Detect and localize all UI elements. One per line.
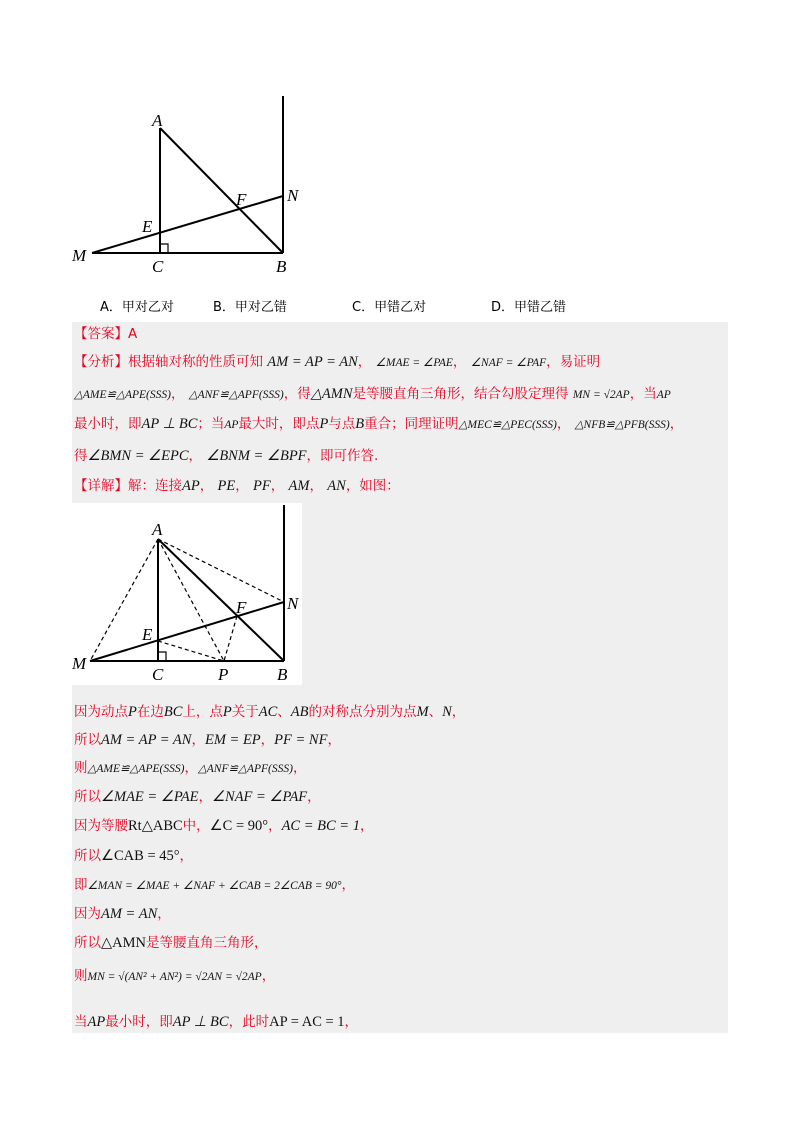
formula: ∠MAE = ∠PAE — [375, 357, 453, 369]
formula: AC — [258, 704, 278, 720]
step-2 — [74, 730, 341, 750]
sep: ， — [179, 848, 194, 864]
formula: AP ⊥ BC — [172, 1014, 229, 1030]
text: 得 — [74, 448, 88, 464]
formula: AN — [327, 478, 346, 494]
text: ，即可作答. — [306, 448, 379, 464]
answer-tag: 【答案】 — [74, 326, 128, 342]
sep: ， — [235, 478, 249, 494]
formula: Rt△ABC — [128, 818, 183, 834]
text: 是等腰直角三角形， — [146, 935, 268, 951]
step-1 — [74, 702, 465, 722]
analysis-line-3 — [74, 414, 683, 435]
label-E: E — [142, 217, 153, 236]
formula: EM = EP — [204, 732, 261, 748]
formula: PF = NF — [274, 732, 328, 748]
text: 即 — [74, 877, 88, 893]
analysis-tag: 【分析】 — [74, 354, 128, 370]
formula: PF — [253, 478, 271, 494]
label-B: B — [276, 257, 287, 276]
formula: AM = AN — [101, 906, 158, 922]
sep: ， — [157, 906, 171, 922]
formula: AC = BC = 1 — [281, 818, 360, 834]
sep: ， — [170, 386, 185, 402]
text: 所以 — [74, 732, 101, 748]
label-E: E — [142, 625, 153, 644]
option-b: B．甲对乙错 — [213, 300, 287, 315]
formula: AP — [87, 1014, 106, 1030]
text: 因为等腰 — [74, 818, 128, 834]
text: 当 — [74, 1014, 88, 1030]
formula: △AMN — [101, 935, 146, 951]
formula: AP — [656, 389, 671, 401]
right-angle-mark — [158, 652, 166, 661]
text: 则 — [74, 968, 88, 984]
formula: AP — [224, 419, 239, 431]
text: ，此时 — [228, 1014, 270, 1030]
geometry-figure-2 — [72, 503, 302, 685]
text: 最小时，即 — [74, 416, 142, 432]
text: 所以 — [74, 848, 101, 864]
text: 与点 — [328, 416, 356, 432]
formula: △AME≌△APE(SSS) — [87, 763, 185, 775]
analysis-line-4 — [74, 446, 378, 466]
formula: ∠BNM = ∠BPF — [206, 448, 307, 464]
sep: ， — [270, 478, 285, 494]
label-C: C — [152, 257, 164, 276]
formula: N — [442, 704, 452, 720]
formula: AP — [182, 478, 200, 494]
step-6 — [74, 846, 193, 866]
formula: AP = AC = 1 — [269, 1014, 345, 1030]
text: 则 — [74, 760, 88, 776]
formula: P — [222, 704, 232, 720]
text: 关于 — [231, 704, 259, 720]
dashed-an — [158, 539, 284, 602]
formula: MN = √2AP — [572, 389, 630, 401]
sep: ， — [357, 354, 372, 370]
formula: △MEC≌△PEC(SSS) — [458, 419, 557, 431]
sep: ， — [260, 732, 275, 748]
label-P: P — [218, 665, 229, 684]
formula: △NFB≌△PFB(SSS) — [574, 419, 670, 431]
label-C: C — [152, 665, 164, 684]
formula: AP ⊥ BC — [141, 416, 198, 432]
analysis-line-2 — [74, 384, 671, 405]
text: ，易证明 — [546, 354, 601, 370]
formula: ∠CAB = 45° — [101, 848, 180, 864]
text: 最小时，即 — [105, 1014, 173, 1030]
label-N: N — [287, 594, 299, 613]
step-8 — [74, 904, 171, 924]
text: ；当 — [197, 416, 225, 432]
formula: P — [319, 416, 329, 432]
label-B: B — [277, 665, 288, 684]
text: 根据轴对称的性质可知 — [128, 354, 263, 370]
answer-line — [74, 324, 137, 344]
option-c: C．甲错乙对 — [352, 300, 427, 315]
formula: AM = AP = AN — [101, 732, 192, 748]
label-F: F — [236, 598, 247, 617]
formula: ∠C = 90° — [209, 818, 269, 834]
text: 、 — [428, 704, 443, 720]
sep: ， — [309, 478, 323, 494]
sep: ， — [198, 789, 213, 805]
formula: MN = √(AN² + AN²) = √2AN = √2AP — [87, 971, 262, 983]
text: 重合；同理证明 — [364, 416, 459, 432]
sep: ， — [341, 877, 356, 893]
formula: BC — [163, 704, 183, 720]
sep: ， — [268, 818, 282, 834]
formula: ∠NAF = ∠PAF — [470, 357, 547, 369]
text: 解：连接 — [128, 478, 182, 494]
analysis-line-1 — [74, 352, 600, 373]
text: ，得 — [283, 386, 311, 402]
sep: ， — [452, 354, 467, 370]
text: ，当 — [629, 386, 657, 402]
sep: ， — [191, 732, 205, 748]
dashed-ep — [158, 641, 224, 661]
formula: M — [416, 704, 429, 720]
text: 在边 — [136, 704, 164, 720]
text: 因为动点 — [74, 704, 128, 720]
answer-options — [100, 296, 660, 318]
formula: P — [128, 704, 137, 720]
text: 所以 — [74, 789, 101, 805]
formula: B — [355, 416, 365, 432]
sep: ， — [359, 818, 374, 834]
sep: ， — [292, 760, 307, 776]
text: ， — [451, 704, 466, 720]
sep: ， — [199, 478, 214, 494]
segment-ab — [158, 539, 284, 661]
text: ，如图： — [345, 478, 400, 494]
segment-ab — [160, 128, 283, 253]
formula: AB — [290, 704, 309, 720]
step-5 — [74, 816, 373, 836]
text: 最大时，即点 — [238, 416, 320, 432]
option-a: A．甲对乙对 — [100, 300, 174, 315]
formula: △ANF≌△APF(SSS) — [197, 763, 293, 775]
label-F: F — [236, 190, 247, 209]
dashed-fp — [224, 616, 237, 661]
formula: △ANF≌△APF(SSS) — [188, 389, 284, 401]
text: 中， — [182, 818, 210, 834]
formula: AM — [288, 478, 310, 494]
label-A: A — [152, 520, 163, 539]
formula: △AME≌△APE(SSS) — [74, 389, 171, 401]
sep: ， — [327, 732, 341, 748]
option-d: D．甲错乙错 — [491, 300, 567, 315]
formula: ∠BMN = ∠EPC — [87, 448, 189, 464]
text: 所以 — [74, 935, 101, 951]
step-10 — [74, 966, 275, 987]
label-M: M — [72, 246, 87, 265]
sep: ， — [307, 789, 321, 805]
step-4 — [74, 787, 321, 807]
step-9 — [74, 933, 268, 953]
label-A: A — [152, 111, 163, 130]
step-11 — [74, 1012, 358, 1032]
label-N: N — [287, 186, 299, 205]
text: 、 — [277, 704, 291, 720]
detail-line-1 — [74, 476, 400, 496]
label-M: M — [72, 654, 87, 673]
geometry-figure-1 — [60, 88, 320, 278]
step-3 — [74, 758, 306, 779]
formula: AM = AP = AN — [267, 354, 358, 370]
sep: ， — [184, 760, 198, 776]
formula: ∠MAN = ∠MAE + ∠NAF + ∠CAB = 2∠CAB = 90° — [87, 880, 342, 892]
dashed-ap — [158, 539, 224, 661]
sep: ， — [188, 448, 203, 464]
formula: △AMN — [310, 386, 353, 402]
sep: ， — [669, 416, 684, 432]
text: 上，点 — [182, 704, 223, 720]
sep: ， — [344, 1014, 359, 1030]
detail-tag: 【详解】 — [74, 478, 128, 494]
formula: ∠NAF = ∠PAF — [212, 789, 308, 805]
formula: ∠MAE = ∠PAE — [101, 789, 199, 805]
formula: PE — [217, 478, 236, 494]
right-angle-mark — [160, 244, 168, 253]
text: 因为 — [74, 906, 101, 922]
sep: ， — [261, 968, 276, 984]
step-7 — [74, 875, 355, 896]
answer-value: A — [128, 326, 138, 342]
text: 的对称点分别为点 — [308, 704, 417, 720]
sep: ， — [556, 416, 571, 432]
text: 是等腰直角三角形，结合勾股定理得 — [352, 386, 569, 402]
